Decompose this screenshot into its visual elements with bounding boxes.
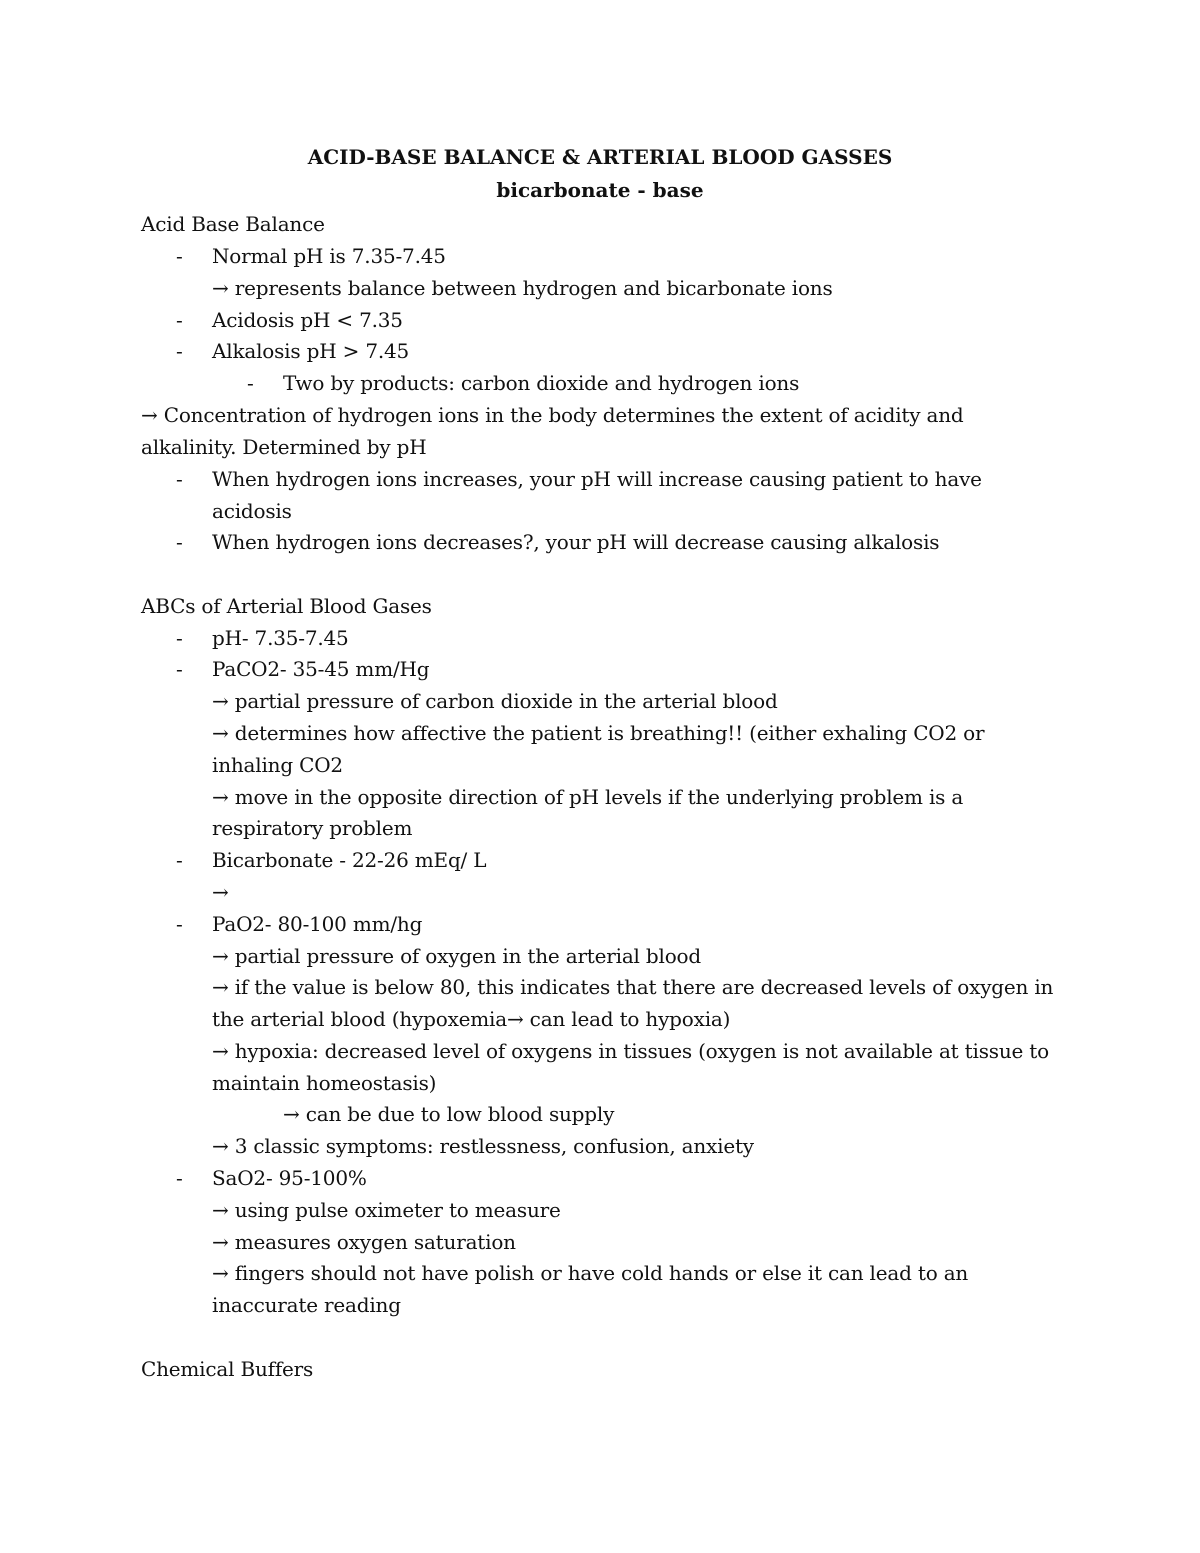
list-item: acidosis [212,499,292,523]
list-item: PaCO2- 35-45 mm/Hg [212,657,430,681]
document-title: ACID-BASE BALANCE & ARTERIAL BLOOD GASSES [307,145,893,169]
list-item: → can be due to low blood supply [283,1102,615,1126]
section-heading-abg: ABCs of Arterial Blood Gases [141,594,432,618]
bullet-dash: - [176,467,183,491]
list-item: → fingers should not have polish or have cold hands or else it can lead to an [212,1261,969,1285]
bullet-dash: - [176,626,183,650]
bullet-dash: - [176,1166,183,1190]
list-item: Acidosis pH < 7.35 [212,308,403,332]
list-item: Bicarbonate - 22-26 mEq/ L [212,848,487,872]
list-item: → if the value is below 80, this indicates that there are decreased levels of oxygen in [212,975,1054,999]
list-item: When hydrogen ions increases, your pH will increase causing patient to have [212,467,982,491]
list-item: the arterial blood (hypoxemia→ can lead to hypoxia) [212,1007,731,1031]
list-item: → partial pressure of oxygen in the arterial blood [212,944,701,968]
list-item: → measures oxygen saturation [212,1230,516,1254]
section-heading-buffers: Chemical Buffers [141,1357,314,1381]
bullet-dash: - [176,339,183,363]
list-item: → [212,880,229,904]
list-item: → 3 classic symptoms: restlessness, confusion, anxiety [212,1134,754,1158]
list-item: PaO2- 80-100 mm/hg [212,912,423,936]
section-heading-acid-base: Acid Base Balance [141,212,325,236]
list-item: → Concentration of hydrogen ions in the body determines the extent of acidity and [141,403,964,427]
list-item: alkalinity. Determined by pH [141,435,427,459]
list-item: inhaling CO2 [212,753,343,777]
list-item: SaO2- 95-100% [212,1166,367,1190]
list-item: Normal pH is 7.35-7.45 [212,244,446,268]
bullet-dash: - [176,308,183,332]
list-item: → determines how affective the patient is breathing!! (either exhaling CO2 or [212,721,985,745]
bullet-dash: - [176,657,183,681]
bullet-dash: - [176,530,183,554]
list-item: → represents balance between hydrogen and bicarbonate ions [212,276,833,300]
bullet-dash: - [176,848,183,872]
list-item: → partial pressure of carbon dioxide in the arterial blood [212,689,778,713]
list-item: pH- 7.35-7.45 [212,626,349,650]
list-item: maintain homeostasis) [212,1071,437,1095]
bullet-dash: - [247,371,254,395]
document-subtitle: bicarbonate - base [496,178,704,202]
list-item: → using pulse oximeter to measure [212,1198,561,1222]
bullet-dash: - [176,912,183,936]
list-item: inaccurate reading [212,1293,401,1317]
list-item: respiratory problem [212,816,413,840]
bullet-dash: - [176,244,183,268]
list-item: Alkalosis pH > 7.45 [212,339,410,363]
list-item: → move in the opposite direction of pH levels if the underlying problem is a [212,785,964,809]
list-item: → hypoxia: decreased level of oxygens in tissues (oxygen is not available at tissue to [212,1039,1049,1063]
list-item: When hydrogen ions decreases?, your pH will decrease causing alkalosis [212,530,940,554]
list-item: Two by products: carbon dioxide and hydrogen ions [283,371,800,395]
